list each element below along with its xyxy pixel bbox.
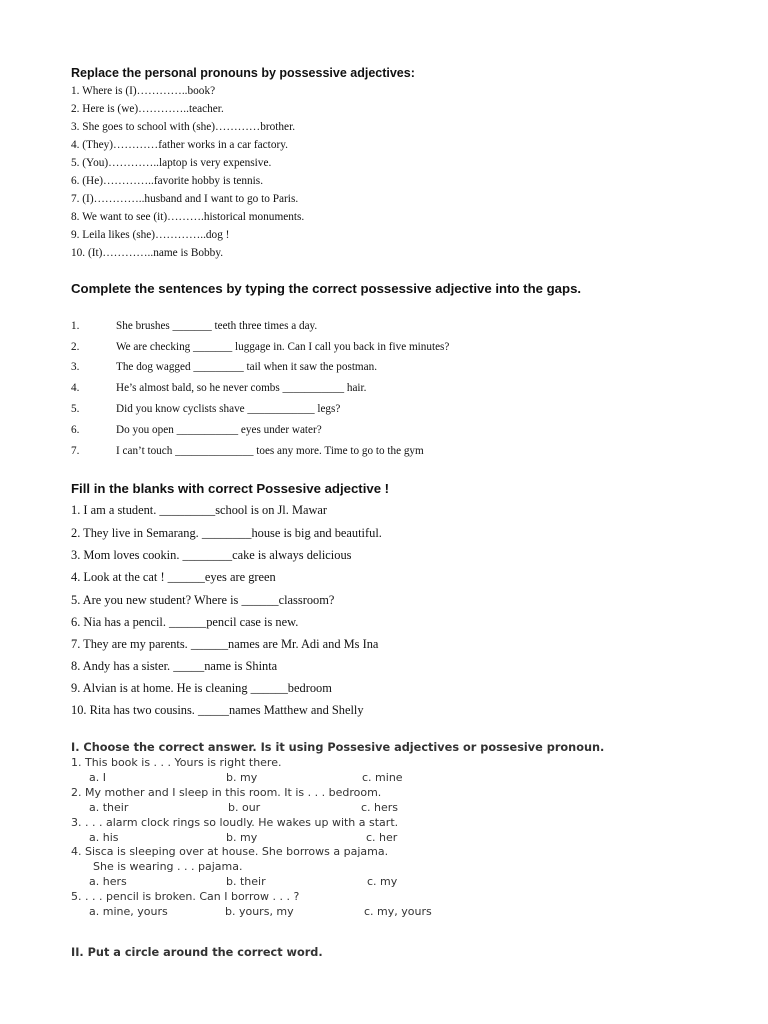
exercise-line: 1. Where is (I)…………..book? — [71, 85, 216, 97]
question-text: 4. Sisca is sleeping over at house. She borrows a pajama. — [71, 845, 389, 858]
question-text: 2. My mother and I sleep in this room. It is . . . bedroom. — [71, 786, 382, 799]
option-c: c. my, yours — [364, 905, 432, 918]
option-c: c. her — [366, 831, 398, 844]
item-number: 4. — [71, 382, 80, 394]
exercise-line: 6. Nia has a pencil. ______pencil case is new. — [71, 615, 299, 629]
option-a: a. their — [89, 801, 129, 814]
item-number: 2. — [71, 341, 80, 353]
question-text: 1. This book is . . . Yours is right there. — [71, 756, 282, 769]
item-text: We are checking _______ luggage in. Can I call you back in five minutes? — [116, 341, 450, 353]
item-text: The dog wagged _________ tail when it saw the postman. — [116, 361, 377, 373]
item-text: He’s almost bald, so he never combs ___________ hair. — [116, 382, 367, 394]
exercise-line: 5. (You)…………..laptop is very expensive. — [71, 157, 272, 169]
question-text-continued: She is wearing . . . pajama. — [93, 860, 243, 873]
option-c: c. hers — [361, 801, 399, 814]
section-title-circle-word: II. Put a circle around the correct word. — [71, 946, 323, 959]
exercise-line: 4. (They)…………father works in a car factory. — [71, 139, 288, 151]
question-text: 5. . . . pencil is broken. Can I borrow . . . ? — [71, 890, 300, 903]
item-text: I can’t touch ______________ toes any more. Time to go to the gym — [116, 445, 424, 457]
option-c: c. mine — [362, 771, 403, 784]
option-b: b. our — [228, 801, 261, 814]
item-number: 5. — [71, 403, 80, 415]
option-b: b. my — [226, 771, 258, 784]
item-text: Do you open ___________ eyes under water? — [116, 424, 322, 436]
exercise-line: 4. Look at the cat ! ______eyes are green — [71, 570, 276, 584]
exercise-line: 3. She goes to school with (she)…………brother. — [71, 121, 296, 133]
option-a: a. mine, yours — [89, 905, 168, 918]
option-b: b. yours, my — [225, 905, 294, 918]
exercise-line: 10. Rita has two cousins. _____names Matthew and Shelly — [71, 703, 364, 717]
exercise-line: 7. They are my parents. ______names are Mr. Adi and Ms Ina — [71, 637, 379, 651]
option-a: a. his — [89, 831, 119, 844]
exercise-line: 7. (I)…………..husband and I want to go to Paris. — [71, 193, 299, 205]
option-a: a. hers — [89, 875, 127, 888]
exercise-line: 9. Alvian is at home. He is cleaning ______bedroom — [71, 681, 332, 695]
exercise-line: 2. They live in Semarang. ________house is big and beautiful. — [71, 526, 382, 540]
exercise-line: 5. Are you new student? Where is ______classroom? — [71, 593, 335, 607]
exercise-line: 8. We want to see (it)……….historical monuments. — [71, 211, 305, 223]
item-text: She brushes _______ teeth three times a day. — [116, 320, 318, 332]
option-b: b. their — [226, 875, 266, 888]
exercise-line: 8. Andy has a sister. _____name is Shinta — [71, 659, 278, 673]
exercise-line: 6. (He)…………..favorite hobby is tennis. — [71, 175, 264, 187]
option-c: c. my — [367, 875, 398, 888]
section-title: Replace the personal pronouns by possessive adjectives: — [71, 66, 415, 80]
section-title: Fill in the blanks with correct Possesive adjective ! — [71, 481, 390, 496]
option-b: b. my — [226, 831, 258, 844]
section-title: Complete the sentences by typing the correct possessive adjective into the gaps. — [71, 281, 582, 296]
option-a: a. I — [89, 771, 106, 784]
exercise-line: 1. I am a student. _________school is on Jl. Mawar — [71, 503, 328, 517]
item-number: 1. — [71, 320, 80, 332]
exercise-line: 9. Leila likes (she)…………..dog ! — [71, 229, 230, 241]
exercise-line: 10. (It)…………..name is Bobby. — [71, 247, 224, 259]
item-number: 3. — [71, 361, 80, 373]
item-number: 6. — [71, 424, 80, 436]
exercise-line: 2. Here is (we)…………..teacher. — [71, 103, 224, 115]
item-number: 7. — [71, 445, 80, 457]
item-text: Did you know cyclists shave ____________ legs? — [116, 403, 341, 415]
exercise-line: 3. Mom loves cookin. ________cake is always delicious — [71, 548, 352, 562]
section-title: I. Choose the correct answer. Is it using Possesive adjectives or possesive pronoun. — [71, 741, 605, 754]
question-text: 3. . . . alarm clock rings so loudly. He wakes up with a start. — [71, 816, 399, 829]
